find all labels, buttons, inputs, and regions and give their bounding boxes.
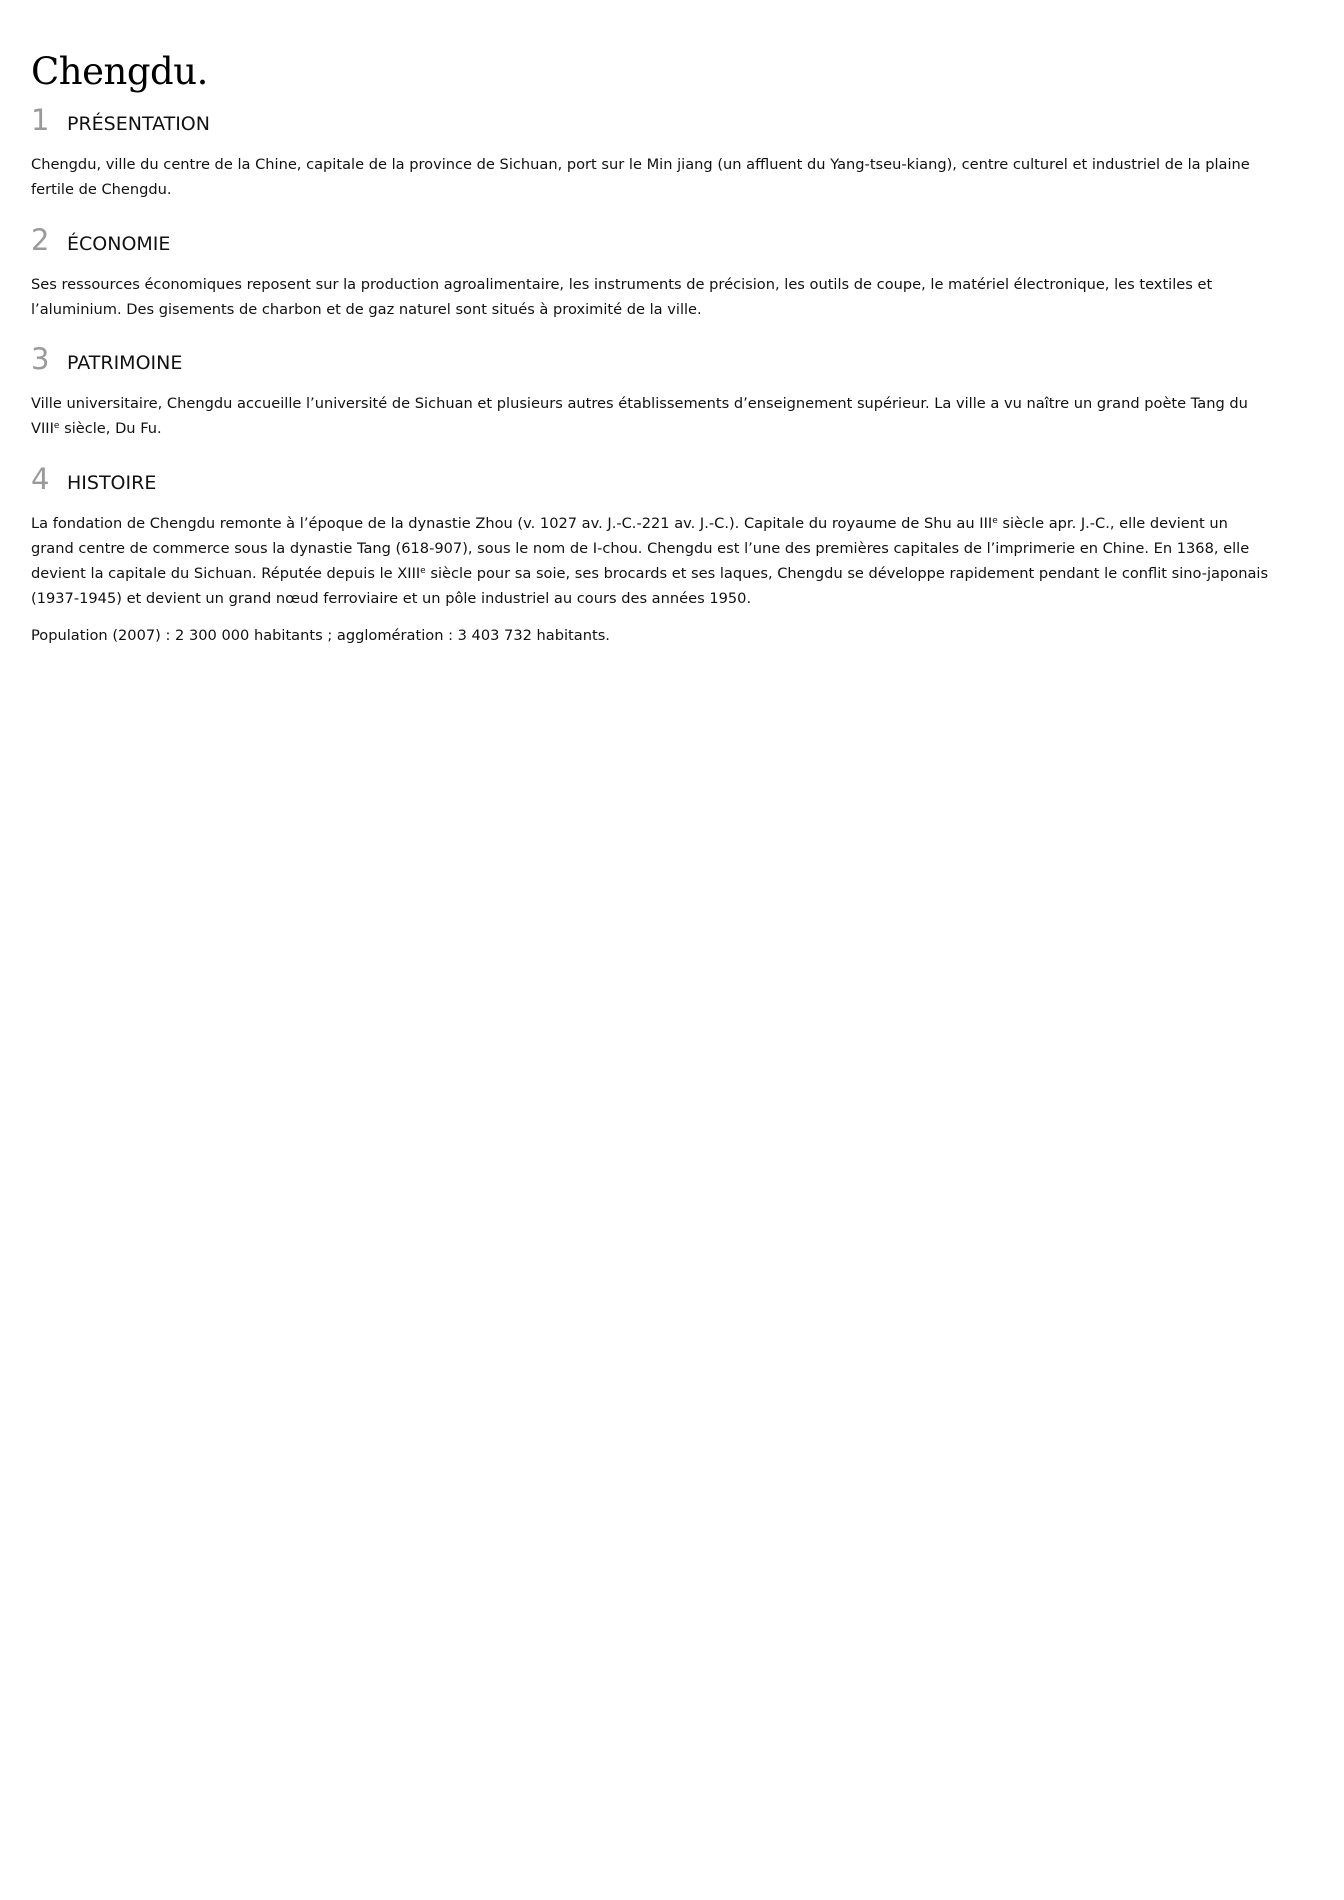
section-patrimoine: [31, 341, 1316, 441]
body-line: Ses ressources économiques reposent sur la production agroalimentaire, les instruments de précision, les outils de coupe, le matériel électronique, les textiles et: [31, 276, 1213, 293]
body-line: [31, 511, 1316, 536]
population-line: Population (2007) : 2 300 000 habitants ; agglomération : 3 403 732 habitants.: [31, 627, 610, 644]
superscript: e: [53, 421, 60, 431]
body-line: l’aluminium. Des gisements de charbon et de gaz naturel sont situés à proximité de la ville.: [31, 301, 702, 318]
section-histoire: [31, 461, 1316, 611]
body-line: fertile de Chengdu.: [31, 181, 172, 198]
superscript: e: [992, 516, 998, 526]
section-body: [31, 511, 1316, 611]
section-number: 4: [31, 462, 50, 496]
section-body: [31, 272, 1316, 322]
section-heading: [31, 222, 1316, 258]
section-title: HISTOIRE: [67, 472, 157, 494]
superscript: e: [420, 566, 426, 576]
section-heading: [31, 341, 1316, 377]
section-title: PRÉSENTATION: [67, 113, 210, 135]
section-title: PATRIMOINE: [67, 352, 183, 374]
body-text: siècle pour sa soie, ses brocards et ses laques, Chengdu se développe rapidement pendant le conflit sino-japonais: [425, 565, 1269, 582]
section-body: [31, 391, 1316, 441]
section-heading: [31, 102, 1316, 138]
section-economie: [31, 222, 1316, 322]
section-number: 2: [31, 223, 50, 257]
section-title: ÉCONOMIE: [67, 233, 171, 255]
body-line: (1937-1945) et devient un grand nœud ferroviaire et un pôle industriel au cours des années 1950.: [31, 590, 752, 607]
body-line: [31, 561, 1316, 586]
body-line: grand centre de commerce sous la dynastie Tang (618-907), sous le nom de I-chou. Chengdu est l’une des premières capitales de l’imprimerie en Chine. En 1368, elle: [31, 540, 1250, 557]
section-heading: [31, 461, 1316, 497]
body-line: [31, 416, 1316, 441]
body-line: Ville universitaire, Chengdu accueille l’université de Sichuan et plusieurs autres établissements d’enseignement supérieur. La ville a vu naître un grand poète Tang du: [31, 395, 1248, 412]
body-text: VIII: [31, 420, 54, 437]
section-presentation: [31, 102, 1316, 202]
page-title: Chengdu.: [31, 50, 208, 93]
section-number: 1: [31, 103, 50, 137]
body-text: siècle, Du Fu.: [59, 420, 162, 437]
body-text: La fondation de Chengdu remonte à l’époque de la dynastie Zhou (v. 1027 av. J.-C.-221 av. J.-C.). Capitale du royaume de Shu au III: [31, 515, 993, 532]
section-number: 3: [31, 342, 50, 376]
body-text: devient la capitale du Sichuan. Réputée depuis le XIII: [31, 565, 421, 582]
body-line: Chengdu, ville du centre de la Chine, capitale de la province de Sichuan, port sur le Min jiang (un affluent du Yang-tseu-kiang), centre culturel et industriel de la plaine: [31, 156, 1250, 173]
body-text: siècle apr. J.-C., elle devient un: [997, 515, 1228, 532]
section-body: [31, 152, 1316, 202]
